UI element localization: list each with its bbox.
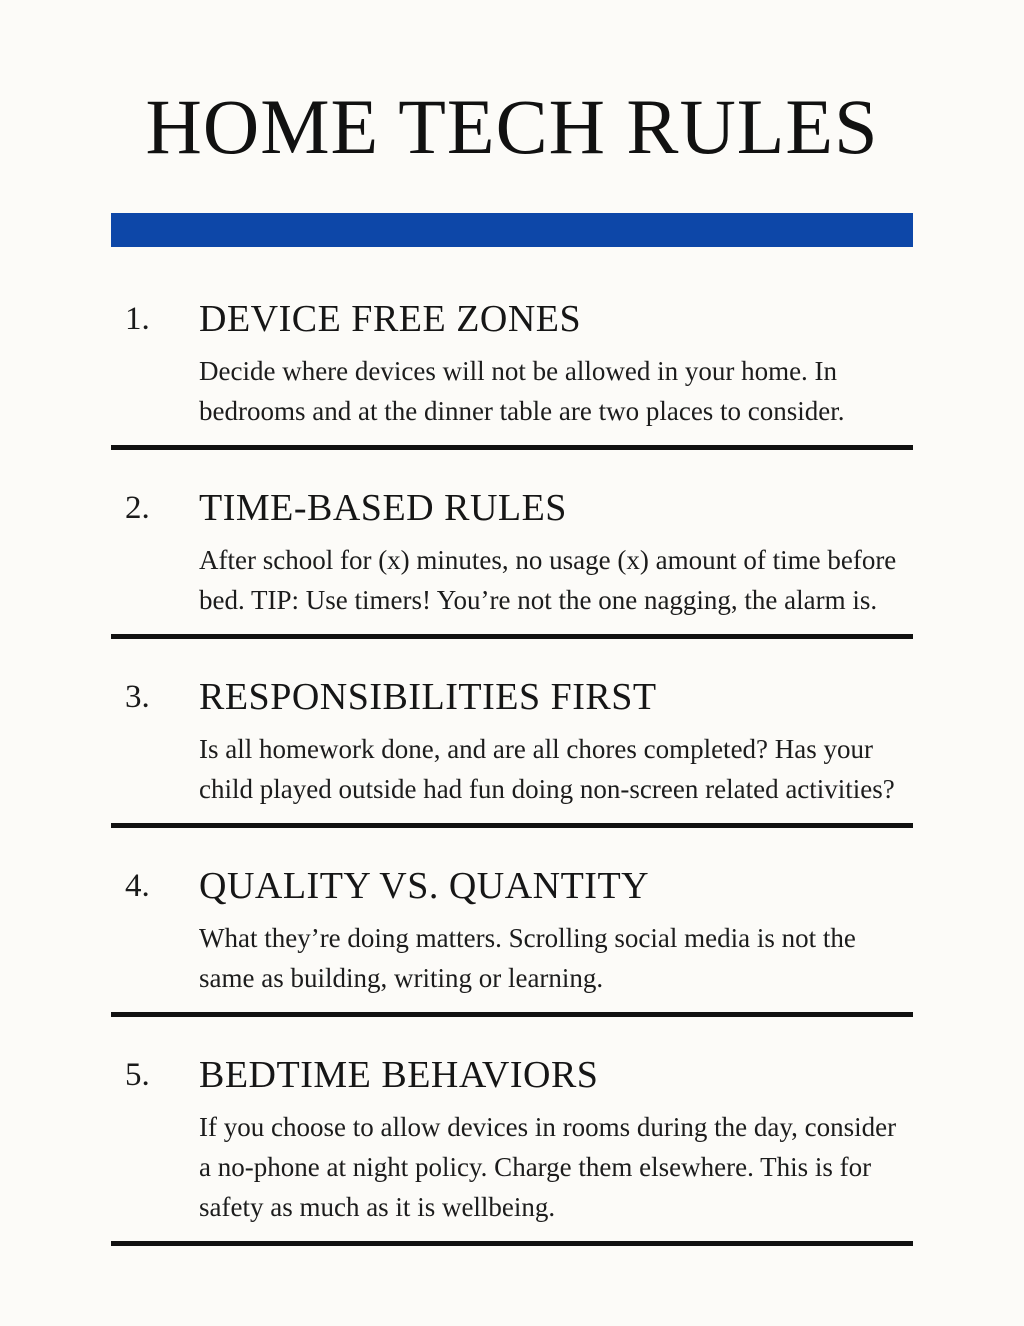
rule-number: 5.: [125, 1056, 150, 1093]
rule-heading: QUALITY VS. QUANTITY: [199, 864, 650, 907]
rules-list: [111, 261, 913, 1246]
rule-content: [199, 1053, 913, 1227]
rule-number: 3.: [125, 678, 150, 715]
rule-heading: BEDTIME BEHAVIORS: [199, 1053, 599, 1096]
rule-number: 2.: [125, 489, 150, 526]
rule-body: What they’re doing matters. Scrolling social media is not the same as building, writing or learning.: [199, 922, 856, 993]
rule-body: Is all homework done, and are all chores completed? Has your child played outside had fun doing non-screen related activities?: [199, 733, 895, 804]
poster-page: [111, 0, 913, 1246]
rule-heading: TIME-BASED RULES: [199, 486, 567, 529]
rule-content: [199, 297, 913, 431]
rule-section-4: [111, 828, 913, 1017]
rule-section-1: [111, 261, 913, 450]
rule-number: 4.: [125, 867, 150, 904]
rule-heading: DEVICE FREE ZONES: [199, 297, 582, 340]
accent-bar: [111, 213, 913, 247]
page-title: HOME TECH RULES: [145, 83, 879, 170]
rule-content: [199, 486, 913, 620]
rule-section-5: [111, 1017, 913, 1246]
rule-number: 1.: [125, 300, 150, 337]
rule-body: After school for (x) minutes, no usage (x) amount of time before bed. TIP: Use timers! You’re not the one nagging, the alarm is.: [199, 544, 897, 615]
rule-heading: RESPONSIBILITIES FIRST: [199, 675, 657, 718]
rule-body: If you choose to allow devices in rooms during the day, consider a no-phone at night policy. Charge them elsewhere. This is for safety as much as it is wellbeing.: [199, 1111, 897, 1222]
rule-content: [199, 675, 913, 809]
rule-section-2: [111, 450, 913, 639]
rule-content: [199, 864, 913, 998]
rule-body: Decide where devices will not be allowed in your home. In bedrooms and at the dinner table are two places to consider.: [199, 355, 845, 426]
rule-section-3: [111, 639, 913, 828]
